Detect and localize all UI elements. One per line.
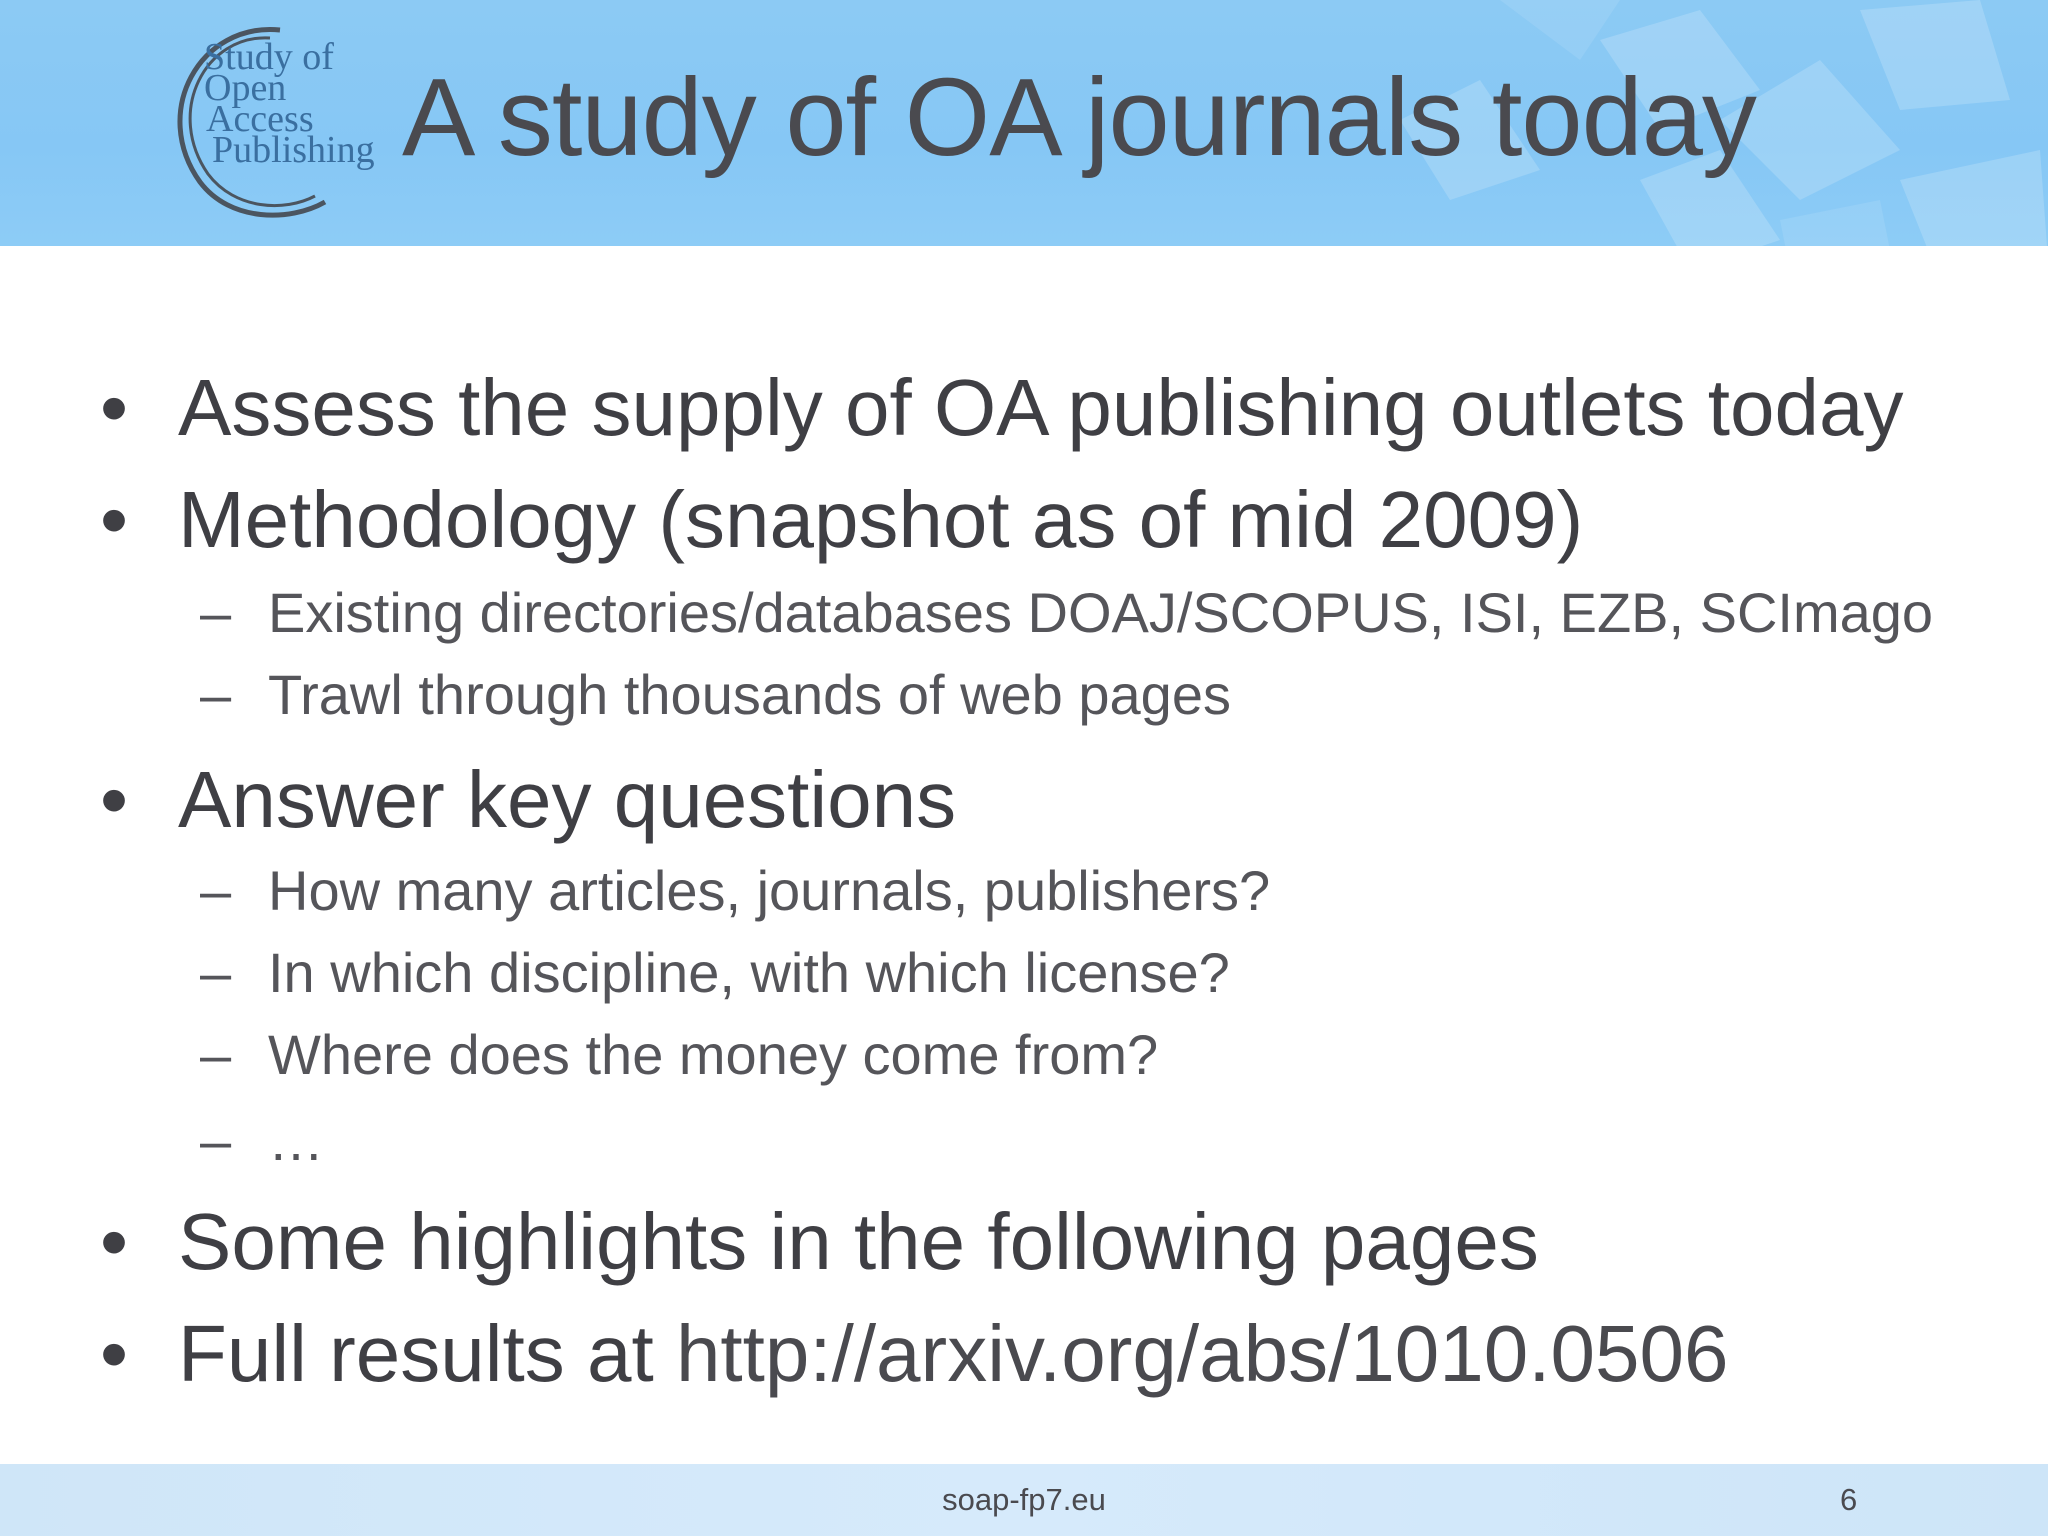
page-number: 6 [1840,1482,1858,1517]
sub-bullet-dash: – [200,859,232,922]
bullet-dot: • [100,755,129,844]
bullet-dot: • [100,363,129,452]
logo-wordmark [204,36,375,171]
logo-line-3: Access [206,98,314,140]
bullet-text: Answer key questions [178,755,957,844]
footer-site: soap-fp7.eu [942,1482,1106,1517]
sub-bullet-text: Trawl through thousands of web pages [268,663,1231,726]
bullet-text-prefix: Full results at [178,1309,676,1398]
bullet-dot: • [100,475,129,564]
bullet-text [178,1308,1728,1400]
slide-header [0,0,2048,246]
bullet-text: Assess the supply of OA publishing outlets today [178,363,1904,452]
sub-bullet-text: Where does the money come from? [268,1023,1159,1086]
sub-bullet-dash: – [200,1109,232,1172]
sub-bullet-text: Existing directories/databases DOAJ/SCOPUS, ISI, EZB, SCImago [268,581,1934,644]
sub-bullet-text: In which discipline, with which license? [268,941,1230,1004]
logo-line-1: Study of [204,36,334,78]
sub-bullet-dash: – [200,581,232,644]
sub-bullet-dash: – [200,663,232,726]
sub-bullet-text: … [268,1109,324,1172]
bullet-text: Some highlights in the following pages [178,1197,1539,1286]
logo-line-2: Open [204,67,287,109]
bullet-dot: • [100,1309,129,1398]
arxiv-link[interactable]: http://arxiv.org/abs/1010.0506 [675,1309,1729,1398]
sub-bullet-dash: – [200,1023,232,1086]
sub-bullet-text: How many articles, journals, publishers? [268,859,1271,922]
slide-title: A study of OA journals today [402,56,1756,179]
bullet-text: Methodology (snapshot as of mid 2009) [178,475,1584,564]
soap-logo [160,22,375,218]
slide-footer [0,1464,2048,1536]
logo-line-4: Publishing [212,129,375,171]
bullet-dot: • [100,1197,129,1286]
sub-bullet-dash: – [200,941,232,1004]
